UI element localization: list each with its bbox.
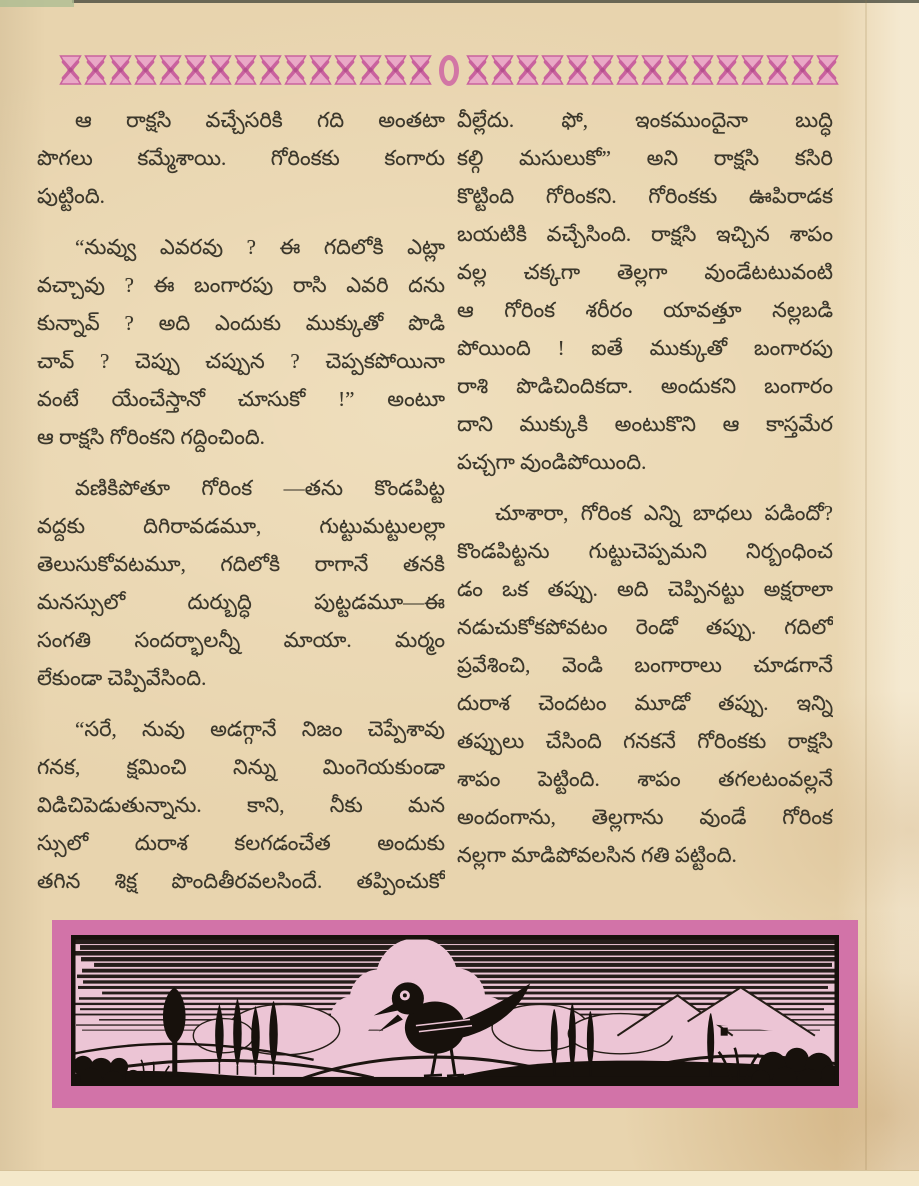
text-line: తగిన శిక్ష పొందితీరవలసిందే. తప్పించుకో [37, 869, 445, 893]
text-line: పచ్చగా వుండిపోయింది. [457, 450, 647, 474]
floral-ornament-icon [715, 55, 740, 85]
text-line: సంగతి సందర్భాలన్నీ మాయా. మర్మం [37, 628, 445, 652]
ornamental-border [58, 52, 840, 88]
text-line: విడిచిపెడుతున్నాను. కాని, నీకు మన [37, 793, 445, 817]
floral-ornament-icon [308, 55, 333, 85]
text-line: రాశి పొడిచిందికదా. అందుకని బంగారం [457, 374, 833, 398]
text-line: కల్గి మసులుకో” అని రాక్షసి కసిరి [457, 146, 833, 170]
floral-ornament-icon [133, 55, 158, 85]
text-line: వచ్చావు ? ఈ బంగారపు రాసి ఎవరి దను [37, 273, 445, 297]
floral-ornament-icon [83, 55, 108, 85]
text-column-left [37, 101, 445, 900]
text-line: అందంగాను, తెల్లగాను వుండే గోరింక [457, 805, 833, 829]
floral-ornament-icon [358, 55, 383, 85]
text-line: శాపం పెట్టింది. శాపం తగలటంవల్లనే [457, 767, 833, 791]
floral-ornament-icon [790, 55, 815, 85]
floral-ornament-icon [208, 55, 233, 85]
text-line: వంటే యేంచేస్తానో చూసుకో !” అంటూ [37, 387, 445, 411]
text-line: ఆ రాక్షసి వచ్చేసరికి గది అంతటా [75, 108, 445, 132]
floral-ornament-icon [183, 55, 208, 85]
floral-ornament-icon [158, 55, 183, 85]
text-line: ఆ గోరింక శరీరం యావత్తూ నల్లబడి [457, 298, 833, 322]
paragraph [37, 101, 445, 215]
text-line: వీల్లేదు. ఫో, ఇంకముందైనా బుద్ధి [457, 108, 833, 132]
text-line: గనక, క్షమించి నిన్ను మింగెయకుండా [37, 755, 445, 779]
story-text [37, 101, 833, 900]
scan-bottom-edge [0, 1170, 919, 1186]
floral-ornament-icon [58, 55, 83, 85]
text-line: వద్దకు దిగిరావడమూ, గుట్టుమట్టులల్లా [37, 514, 445, 538]
text-line: కున్నావ్ ? అది ఎందుకు ముక్కుతో పొడి [37, 311, 445, 335]
text-line: మనస్సులో దుర్బుద్ధి పుట్టడమూ—ఈ [37, 590, 445, 614]
text-line: పొగలు కమ్మేశాయి. గోరింకకు కంగారు [37, 146, 445, 170]
floral-ornament-icon [815, 55, 840, 85]
text-line: నల్లగా మాడిపోవలసిన గతి పట్టింది. [457, 843, 737, 867]
ornament-group-left [58, 55, 433, 85]
floral-ornament-icon [333, 55, 358, 85]
text-line: దురాశ చెందటం మూడో తప్పు. ఇన్ని [457, 691, 833, 715]
text-line: ఆ రాక్షసి గోరింకని గద్దించింది. [37, 425, 265, 449]
text-line: కొట్టింది గోరింకని. గోరింకకు ఊపిరాడక [457, 184, 833, 208]
floral-ornament-icon [540, 55, 565, 85]
floral-ornament-icon [740, 55, 765, 85]
paragraph [37, 228, 445, 456]
floral-ornament-icon [383, 55, 408, 85]
paragraph [37, 469, 445, 697]
text-line: “సరే, నువు అడగ్గానే నిజం చెప్పేశావు [75, 717, 445, 741]
floral-ornament-icon [640, 55, 665, 85]
bird-landscape-illustration [71, 935, 839, 1086]
floral-ornament-icon [408, 55, 433, 85]
scan-corner-strip [0, 0, 74, 7]
paragraph [457, 101, 833, 481]
paragraph [457, 494, 833, 874]
floral-ornament-icon [108, 55, 133, 85]
text-column-right [457, 101, 833, 900]
floral-ornament-icon [465, 55, 490, 85]
text-line: డం ఒక తప్పు. అది చెప్పినట్టు అక్షరాలా [457, 577, 833, 601]
text-line: బయటికి వచ్చేసింది. రాక్షసి ఇచ్చిన శాపం [457, 222, 833, 246]
floral-ornament-icon [615, 55, 640, 85]
floral-ornament-icon [690, 55, 715, 85]
text-line: పోయింది ! ఐతే ముక్కుతో బంగారపు [457, 336, 833, 360]
floral-ornament-icon [490, 55, 515, 85]
text-line: తప్పులు చేసింది గనకనే గోరింకకు రాక్షసి [457, 729, 833, 753]
paragraph [37, 710, 445, 900]
floral-ornament-icon [590, 55, 615, 85]
floral-ornament-icon [233, 55, 258, 85]
floral-ornament-icon [258, 55, 283, 85]
ornament-group-right [465, 55, 840, 85]
text-line: తెలుసుకోవటమూ, గదిలోకి రాగానే తనకి [37, 552, 445, 576]
text-line: ప్రవేశించి, వెండి బంగారాలు చూడగానే [457, 653, 833, 677]
text-line: “నువ్వు ఎవరవు ? ఈ గదిలోకి ఎట్లా [75, 235, 445, 259]
scan-top-edge [72, 0, 919, 3]
text-line: కొండపిట్టను గుట్టుచెప్పమని నిర్బంధించ [457, 539, 833, 563]
text-line: వల్ల చక్కగా తెల్లగా వుండేటటువంటి [457, 260, 833, 284]
text-line: పుట్టింది. [37, 184, 105, 208]
text-line: వణికిపోతూ గోరింక —తను కొండపిట్ట [75, 476, 445, 500]
text-line: లేకుండా చెప్పివేసింది. [37, 666, 207, 690]
text-line: నడుచుకోకపోవటం రెండో తప్పు. గదిలో [457, 615, 833, 639]
text-line: చావ్ ? చెప్పు చప్పున ? చెప్పకపోయినా [37, 349, 445, 373]
floral-ornament-icon [565, 55, 590, 85]
floral-ornament-icon [515, 55, 540, 85]
text-line: స్సులో దురాశ కలగడంచేత అందుకు [37, 831, 445, 855]
ornament-circle-icon [439, 55, 459, 86]
floral-ornament-icon [283, 55, 308, 85]
text-line: దాని ముక్కుకి అంటుకొని ఆ కాస్తమేర [457, 412, 833, 436]
text-line: చూశారా, గోరింక ఎన్ని బాధలు పడిందో? [495, 501, 833, 525]
illustration-frame [52, 920, 858, 1108]
floral-ornament-icon [665, 55, 690, 85]
floral-ornament-icon [765, 55, 790, 85]
page-fold-shadow [865, 0, 867, 1186]
